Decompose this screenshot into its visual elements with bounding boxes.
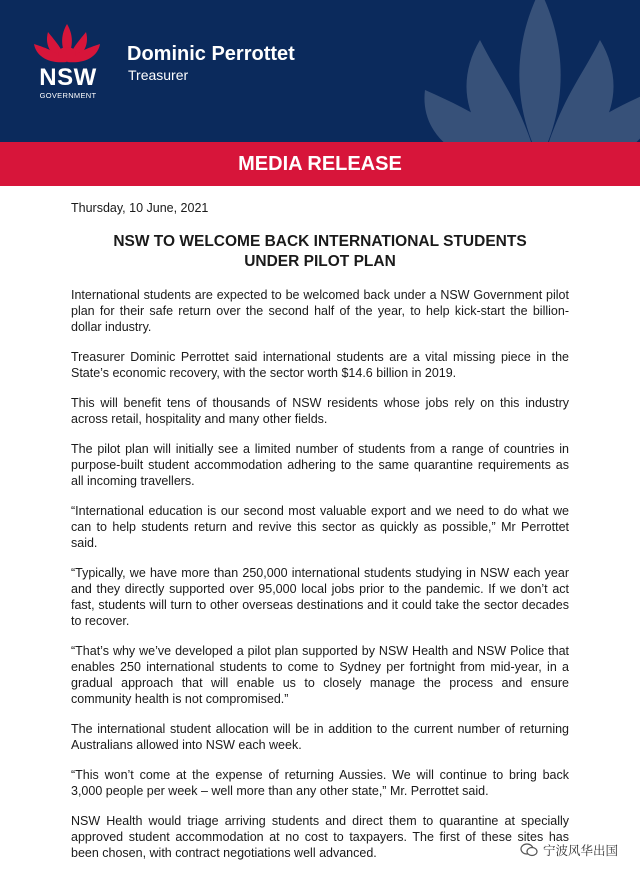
minister-title: Treasurer <box>128 67 189 83</box>
paragraph-1: International students are expected to be welcomed back under a NSW Government pilot plan for their safe return over the second half of the year, to help kick-start the billion-dollar industry. <box>71 288 569 334</box>
nsw-logo-text: NSW <box>39 64 97 91</box>
headline-line-2: UNDER PILOT PLAN <box>244 253 396 270</box>
wechat-icon <box>520 843 538 857</box>
paragraph-3: This will benefit tens of thousands of NSW residents whose jobs rely on this industry across retail, hospitality and many other fields. <box>71 396 569 426</box>
release-headline <box>71 232 569 272</box>
paragraph-4: The pilot plan will initially see a limited number of students from a range of countries in purpose-built student accommodation adhering to the same quarantine requirements as all incoming travellers. <box>71 442 569 488</box>
paragraph-2: Treasurer Dominic Perrottet said international students are a vital missing piece in the State’s economic recovery, with the sector worth $14.6 billion in 2019. <box>71 350 569 380</box>
release-date: Thursday, 10 June, 2021 <box>71 201 209 215</box>
watermark-text: 宁波风华出国 <box>542 844 618 858</box>
minister-name: Dominic Perrottet <box>127 43 295 65</box>
government-logo-text: GOVERNMENT <box>39 91 97 100</box>
paragraph-5: “International education is our second most valuable export and we need to do what we can to help students return and revive this sector as quickly as possible,” Mr Perrottet said. <box>71 504 569 550</box>
media-release-banner: MEDIA RELEASE <box>0 142 640 186</box>
headline-line-1: NSW TO WELCOME BACK INTERNATIONAL STUDENTS <box>113 233 527 250</box>
waratah-watermark-icon <box>410 0 640 142</box>
paragraph-7: “That’s why we’ve developed a pilot plan supported by NSW Health and NSW Police that enables 250 international students to come to Sydney per fortnight from mid-year, in a gradual approach that will enable us to closely manage the process and ensure community health is not compromised.” <box>71 644 569 706</box>
paragraph-6: “Typically, we have more than 250,000 international students studying in NSW each year and they directly supported over 95,000 local jobs prior to the pandemic. If we don’t act fast, students will turn to other overseas destinations and it could take the sector decades to recover. <box>71 566 569 628</box>
header-banner <box>0 0 640 142</box>
wechat-watermark <box>520 841 618 859</box>
paragraph-9: “This won’t come at the expense of returning Aussies. We will continue to bring back 3,000 people per week – well more than any other state,” Mr. Perrottet said. <box>71 768 569 798</box>
paragraph-8: The international student allocation will be in addition to the current number of returning Australians allowed into NSW each week. <box>71 722 569 752</box>
release-body <box>71 201 569 875</box>
paragraph-10: NSW Health would triage arriving students and direct them to quarantine at specially approved student accommodation at no cost to taxpayers. The first of these sites has been chosen, with contract negotiations well advanced. <box>71 814 569 860</box>
